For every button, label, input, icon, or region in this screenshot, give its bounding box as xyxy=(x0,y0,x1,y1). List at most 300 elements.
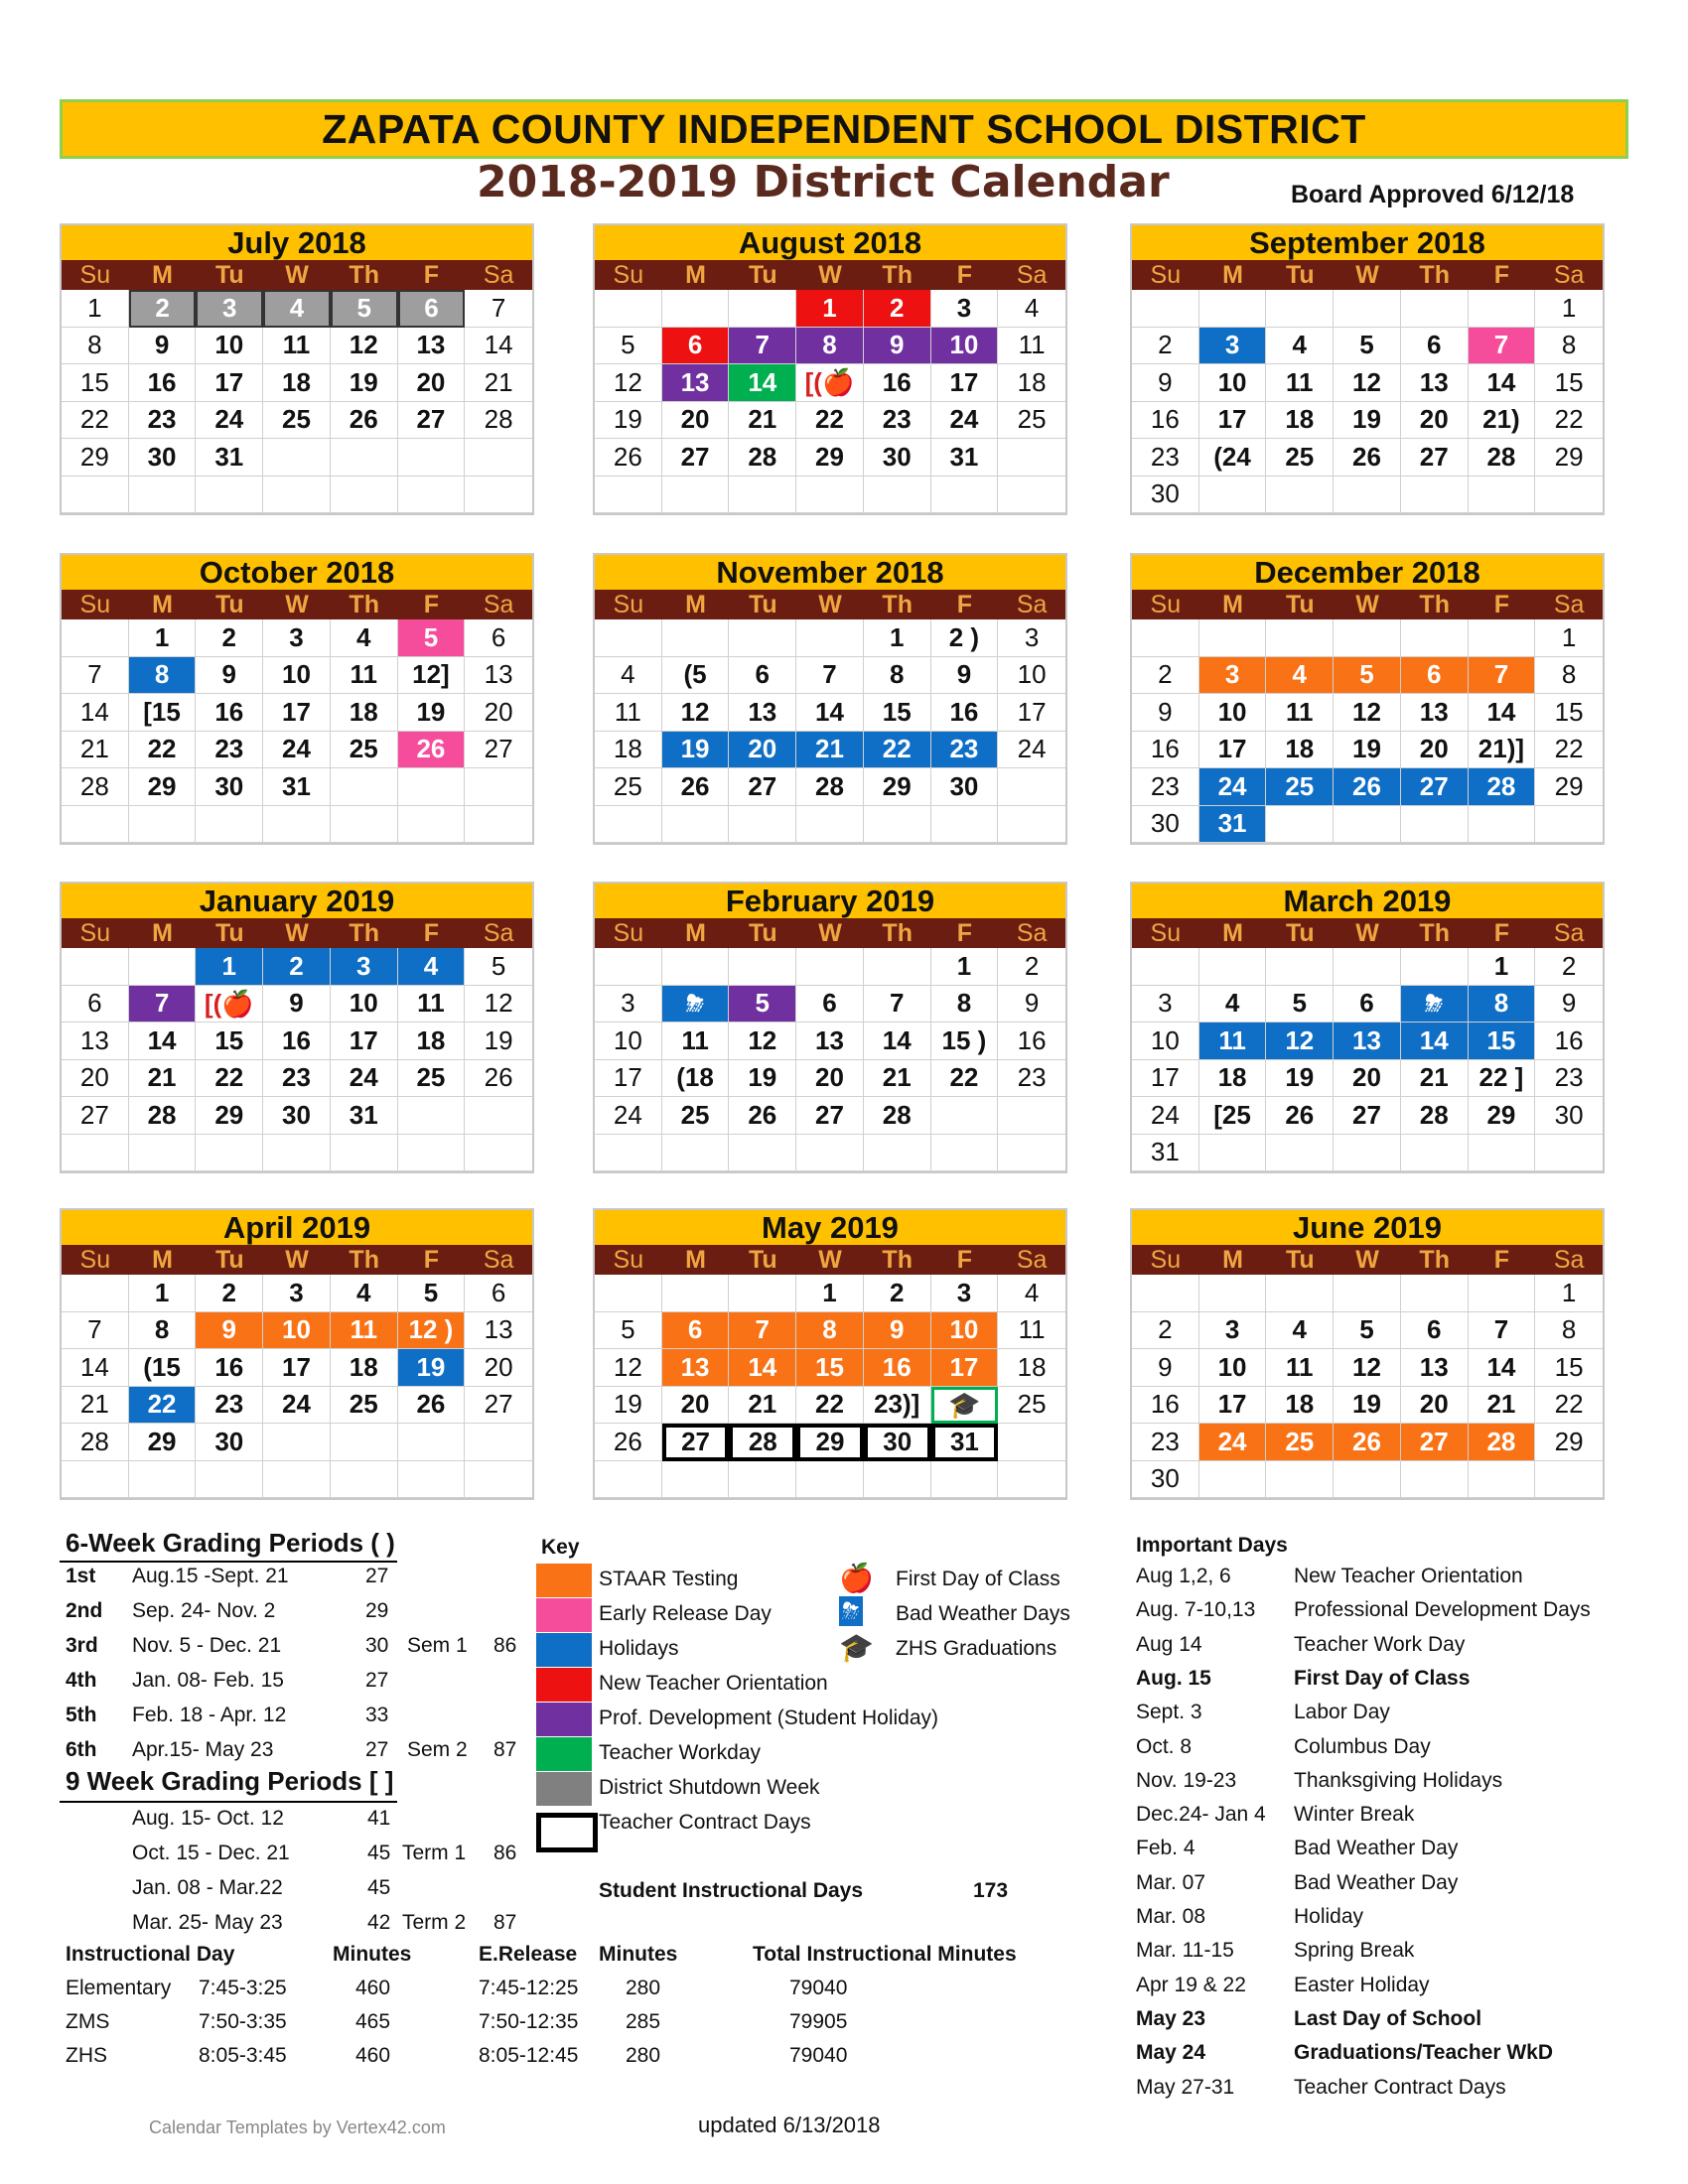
month-title: March 2019 xyxy=(1132,884,1603,918)
day-cell xyxy=(465,1424,532,1461)
day-cell xyxy=(931,1461,999,1499)
important-event: Last Day of School xyxy=(1294,2006,1482,2030)
weekday-label: Tu xyxy=(214,1246,244,1274)
day-cell: 14 xyxy=(465,328,532,365)
day-cell: 24 xyxy=(196,402,263,440)
key-label: District Shutdown Week xyxy=(599,1776,820,1799)
day-cell xyxy=(331,439,398,477)
day-cell: 8 xyxy=(129,1312,197,1350)
day-cell: 5 xyxy=(1334,657,1401,695)
day-cell: 2 xyxy=(1132,1312,1199,1350)
day-cell: 2 xyxy=(1132,328,1199,365)
day-cell: 22 xyxy=(1535,402,1603,440)
day-cell xyxy=(263,1424,331,1461)
day-grid xyxy=(595,948,1065,1171)
day-grid xyxy=(62,948,532,1171)
grading-cell: Sem 1 xyxy=(407,1634,468,1657)
weekday-header xyxy=(62,260,532,290)
important-date: Dec.24- Jan 4 xyxy=(1136,1803,1266,1827)
day-cell xyxy=(1334,477,1401,514)
day-cell: 29 xyxy=(129,1424,197,1461)
day-cell: 30 xyxy=(864,1424,931,1461)
day-cell: 17 xyxy=(1199,732,1267,769)
day-cell xyxy=(595,1275,662,1312)
day-cell: 17 xyxy=(331,1023,398,1060)
key-label: STAAR Testing xyxy=(599,1568,739,1590)
day-cell: 24 xyxy=(1199,1424,1267,1461)
day-cell: 19 xyxy=(1266,1060,1334,1098)
day-cell xyxy=(62,477,129,514)
color-swatch xyxy=(536,1737,592,1771)
day-cell xyxy=(62,806,129,844)
month-title: April 2019 xyxy=(62,1210,532,1245)
day-cell: 22 xyxy=(796,1387,864,1425)
minutes-cell: 7:50-12:35 xyxy=(479,2010,579,2033)
day-cell: 26 xyxy=(729,1097,796,1135)
weekday-label: Sa xyxy=(1553,261,1585,289)
day-cell: 17 xyxy=(263,1349,331,1387)
day-cell: 16 xyxy=(1132,402,1199,440)
day-cell: 25 xyxy=(331,732,398,769)
day-cell: 9 xyxy=(864,328,931,365)
day-cell: 23 xyxy=(998,1060,1065,1098)
day-cell: 22 xyxy=(1535,732,1603,769)
apple-icon: [(🍎 xyxy=(804,367,855,398)
day-cell: 13 xyxy=(1401,1349,1469,1387)
day-cell: 6 xyxy=(62,986,129,1024)
weekday-label: M xyxy=(685,919,706,947)
day-cell xyxy=(331,477,398,514)
day-cell: 17 xyxy=(196,364,263,402)
day-cell: 12 ) xyxy=(398,1312,466,1350)
day-cell xyxy=(129,806,197,844)
weekday-label: Tu xyxy=(214,261,244,289)
grading-cell: Jan. 08- Feb. 15 xyxy=(132,1669,284,1692)
day-cell xyxy=(1401,290,1469,328)
weekday-label: Th xyxy=(349,1246,379,1274)
grading-cell: 86 xyxy=(493,1842,517,1864)
important-event: Bad Weather Day xyxy=(1294,1870,1459,1894)
day-cell xyxy=(263,1461,331,1499)
day-cell xyxy=(595,619,662,657)
day-cell: 4 xyxy=(1199,986,1267,1024)
weekday-label: W xyxy=(285,919,309,947)
day-cell: 13 xyxy=(662,1349,730,1387)
day-cell: 31 xyxy=(931,439,999,477)
day-cell: 20 xyxy=(1334,1060,1401,1098)
day-cell: 11 xyxy=(331,1312,398,1350)
weekday-label: W xyxy=(285,1246,309,1274)
day-cell: (5 xyxy=(662,657,730,695)
day-cell xyxy=(129,1135,197,1172)
important-date: Sept. 3 xyxy=(1136,1701,1202,1724)
day-cell: 19 xyxy=(398,1349,466,1387)
day-cell: 22 xyxy=(129,1387,197,1425)
day-cell: 23 xyxy=(931,732,999,769)
graduation-cap-icon: 🎓 xyxy=(839,1632,874,1663)
day-cell: 28 xyxy=(465,402,532,440)
day-cell: 23 xyxy=(864,402,931,440)
day-cell xyxy=(662,290,730,328)
day-cell xyxy=(1401,619,1469,657)
day-cell: 5 xyxy=(1266,986,1334,1024)
day-cell xyxy=(1535,477,1603,514)
day-cell xyxy=(662,986,730,1024)
day-cell: 27 xyxy=(398,402,466,440)
day-cell: 19 xyxy=(595,402,662,440)
day-cell: 26 xyxy=(595,1424,662,1461)
day-cell: 12 xyxy=(1266,1023,1334,1060)
day-cell: 25 xyxy=(595,768,662,806)
day-cell: 10 xyxy=(931,1312,999,1350)
day-cell xyxy=(398,1135,466,1172)
day-cell: 26 xyxy=(398,732,466,769)
day-cell: 5 xyxy=(595,328,662,365)
day-cell: 28 xyxy=(864,1097,931,1135)
day-cell xyxy=(62,1461,129,1499)
day-cell: 22 xyxy=(196,1060,263,1098)
page-title: 2018-2019 District Calendar xyxy=(477,157,1170,207)
day-cell: 19 xyxy=(1334,732,1401,769)
day-cell xyxy=(931,1097,999,1135)
weekday-label: Su xyxy=(613,261,644,289)
day-cell: 22 xyxy=(62,402,129,440)
day-cell: 10 xyxy=(1199,1349,1267,1387)
day-cell xyxy=(662,948,730,986)
day-cell: 6 xyxy=(662,1312,730,1350)
weekday-label: Sa xyxy=(1553,919,1585,947)
important-event: Holiday xyxy=(1294,1905,1364,1928)
day-cell: 25 xyxy=(998,1387,1065,1425)
day-cell xyxy=(864,477,931,514)
day-cell xyxy=(595,477,662,514)
day-cell xyxy=(1266,290,1334,328)
day-cell: 14 xyxy=(62,694,129,732)
day-cell: 9 xyxy=(1132,364,1199,402)
day-cell: 12 xyxy=(1334,364,1401,402)
day-cell: 21 xyxy=(129,1060,197,1098)
weekday-header xyxy=(1132,1245,1603,1275)
day-cell: 4 xyxy=(998,1275,1065,1312)
day-cell: 23 xyxy=(1132,768,1199,806)
weekday-label: Th xyxy=(882,1246,913,1274)
day-cell xyxy=(998,439,1065,477)
day-cell: 27 xyxy=(729,768,796,806)
day-cell: 11 xyxy=(263,328,331,365)
day-cell xyxy=(465,1097,532,1135)
day-cell: 6 xyxy=(1401,657,1469,695)
day-cell: 4 xyxy=(1266,1312,1334,1350)
weekday-label: M xyxy=(152,1246,173,1274)
day-cell: 27 xyxy=(465,732,532,769)
day-cell: 21 xyxy=(1401,1060,1469,1098)
day-cell: 15 xyxy=(1469,1023,1536,1060)
day-cell: 27 xyxy=(1401,768,1469,806)
weekday-label: Sa xyxy=(1553,591,1585,618)
day-cell: 10 xyxy=(263,1312,331,1350)
day-cell: 22 xyxy=(129,732,197,769)
weekday-label: W xyxy=(1355,261,1379,289)
day-cell: 8 xyxy=(62,328,129,365)
day-cell xyxy=(729,1275,796,1312)
weekday-label: Th xyxy=(349,591,379,618)
grading-cell: Mar. 25- May 23 xyxy=(132,1911,283,1934)
weekday-label: W xyxy=(1355,919,1379,947)
month-december-2018 xyxy=(1130,553,1605,845)
day-cell: 11 xyxy=(1199,1023,1267,1060)
day-cell: 27 xyxy=(796,1097,864,1135)
day-cell: 11 xyxy=(662,1023,730,1060)
day-cell: 27 xyxy=(1401,1424,1469,1461)
weekday-label: M xyxy=(685,1246,706,1274)
important-event: Thanksgiving Holidays xyxy=(1294,1768,1503,1792)
weekday-label: Sa xyxy=(1016,261,1048,289)
weekday-label: Tu xyxy=(748,261,777,289)
weekday-label: Sa xyxy=(483,1246,514,1274)
day-cell: 21 xyxy=(796,732,864,769)
grading-cell: 29 xyxy=(365,1599,389,1622)
day-cell: 6 xyxy=(398,290,466,328)
day-cell: 3 xyxy=(1132,986,1199,1024)
day-cell: 29 xyxy=(796,1424,864,1461)
day-cell: 20 xyxy=(729,732,796,769)
minutes-cell: 460 xyxy=(355,1977,391,1999)
day-cell: 6 xyxy=(1334,986,1401,1024)
day-cell: 12 xyxy=(1334,694,1401,732)
day-cell: 11 xyxy=(1266,1349,1334,1387)
weekday-label: F xyxy=(956,919,973,947)
day-cell: 17 xyxy=(1132,1060,1199,1098)
important-event: Labor Day xyxy=(1294,1701,1390,1724)
day-cell xyxy=(1401,1461,1469,1499)
day-cell: 28 xyxy=(1469,439,1536,477)
day-cell xyxy=(931,477,999,514)
day-cell: 16 xyxy=(864,364,931,402)
day-cell: 11 xyxy=(998,1312,1065,1350)
day-cell xyxy=(398,477,466,514)
day-cell: 2 xyxy=(196,1275,263,1312)
day-cell: 16 xyxy=(196,1349,263,1387)
day-cell: 19 xyxy=(1334,1387,1401,1425)
day-cell: 11 xyxy=(1266,364,1334,402)
day-cell xyxy=(398,768,466,806)
day-cell: 20 xyxy=(1401,1387,1469,1425)
day-cell xyxy=(196,477,263,514)
important-event: New Teacher Orientation xyxy=(1294,1565,1523,1587)
grading-cell: 42 xyxy=(367,1911,391,1934)
key-label: New Teacher Orientation xyxy=(599,1672,828,1695)
important-date: May 27-31 xyxy=(1136,2075,1235,2099)
day-cell: 27 xyxy=(1401,439,1469,477)
weekday-label: F xyxy=(423,1246,440,1274)
weekday-header xyxy=(595,590,1065,619)
day-cell xyxy=(1132,1275,1199,1312)
key-title: Key xyxy=(541,1536,580,1559)
day-cell: 29 xyxy=(62,439,129,477)
day-cell xyxy=(796,1135,864,1172)
grading-cell: Aug. 15- Oct. 12 xyxy=(132,1807,284,1830)
day-cell xyxy=(263,806,331,844)
month-february-2019 xyxy=(593,882,1067,1173)
key-label: Bad Weather Days xyxy=(896,1602,1070,1625)
day-cell xyxy=(595,290,662,328)
weekday-label: W xyxy=(818,1246,842,1274)
day-cell xyxy=(796,619,864,657)
day-cell: 8 xyxy=(1469,986,1536,1024)
day-cell: 16 xyxy=(1132,732,1199,769)
day-cell: 24 xyxy=(998,732,1065,769)
day-cell: 16 xyxy=(931,694,999,732)
day-cell: 23 xyxy=(263,1060,331,1098)
day-cell xyxy=(1199,619,1267,657)
day-cell xyxy=(331,1135,398,1172)
weekday-label: Sa xyxy=(483,261,514,289)
day-cell: 17 xyxy=(1199,1387,1267,1425)
day-cell: 23 xyxy=(1132,439,1199,477)
day-cell xyxy=(1132,290,1199,328)
day-cell xyxy=(1535,806,1603,844)
day-cell: 19 xyxy=(729,1060,796,1098)
day-cell: 3 xyxy=(263,619,331,657)
day-cell xyxy=(1199,1275,1267,1312)
day-cell xyxy=(1266,1135,1334,1172)
day-cell: 3 xyxy=(998,619,1065,657)
month-june-2019 xyxy=(1130,1208,1605,1500)
day-cell xyxy=(595,806,662,844)
day-cell: 3 xyxy=(1199,328,1267,365)
day-cell xyxy=(998,1135,1065,1172)
day-cell: 9 xyxy=(864,1312,931,1350)
day-cell: 8 xyxy=(931,986,999,1024)
day-cell: 18 xyxy=(1266,732,1334,769)
weekday-label: Tu xyxy=(748,591,777,618)
grading-cell: 45 xyxy=(367,1842,391,1864)
day-cell xyxy=(331,1424,398,1461)
grading-cell: 27 xyxy=(365,1738,389,1761)
day-cell: 4 xyxy=(595,657,662,695)
day-cell: 7 xyxy=(729,1312,796,1350)
day-grid xyxy=(62,290,532,513)
day-cell xyxy=(796,364,864,402)
weekday-label: Su xyxy=(1150,919,1182,947)
day-cell: 6 xyxy=(465,1275,532,1312)
day-cell: 14 xyxy=(62,1349,129,1387)
weekday-label: Th xyxy=(1419,1246,1450,1274)
minutes-cell: 7:45-3:25 xyxy=(199,1977,287,1999)
day-cell: 9 xyxy=(263,986,331,1024)
month-title: November 2018 xyxy=(595,555,1065,590)
weekday-label: Tu xyxy=(748,919,777,947)
important-event: Winter Break xyxy=(1294,1803,1415,1827)
day-cell: 13 xyxy=(796,1023,864,1060)
day-cell xyxy=(465,439,532,477)
day-cell: 23 xyxy=(129,402,197,440)
day-cell: 21 xyxy=(729,1387,796,1425)
day-cell: 21 xyxy=(864,1060,931,1098)
day-cell: 3 xyxy=(931,290,999,328)
day-cell xyxy=(1469,1461,1536,1499)
day-cell: 30 xyxy=(1132,1461,1199,1499)
day-cell: 26 xyxy=(1334,1424,1401,1461)
day-cell xyxy=(196,986,263,1024)
day-cell xyxy=(1266,806,1334,844)
day-cell xyxy=(465,806,532,844)
day-cell: 13 xyxy=(1334,1023,1401,1060)
day-cell: 11 xyxy=(595,694,662,732)
day-cell: 28 xyxy=(129,1097,197,1135)
day-cell xyxy=(398,1097,466,1135)
minutes-header: Minutes xyxy=(333,1943,412,1966)
month-title: May 2019 xyxy=(595,1210,1065,1245)
day-cell xyxy=(796,948,864,986)
day-cell xyxy=(465,477,532,514)
day-cell: 24 xyxy=(1132,1097,1199,1135)
day-cell xyxy=(595,948,662,986)
color-swatch xyxy=(536,1598,592,1632)
grading-cell: 45 xyxy=(367,1876,391,1899)
day-cell: 28 xyxy=(796,768,864,806)
weekday-label: Su xyxy=(79,919,111,947)
day-cell: 25 xyxy=(398,1060,466,1098)
day-cell: 13 xyxy=(62,1023,129,1060)
day-cell: 14 xyxy=(1401,1023,1469,1060)
day-cell: 5 xyxy=(398,1275,466,1312)
day-cell: 8 xyxy=(1535,657,1603,695)
weekday-label: M xyxy=(1222,1246,1243,1274)
storm-cloud-icon: ⛈ xyxy=(839,1596,863,1626)
weekday-label: Sa xyxy=(1553,1246,1585,1274)
month-january-2019 xyxy=(60,882,534,1173)
minutes-cell: 79040 xyxy=(789,2044,848,2067)
day-cell xyxy=(398,1424,466,1461)
day-cell: 5 xyxy=(331,290,398,328)
weekday-label: Su xyxy=(1150,1246,1182,1274)
day-cell: 26 xyxy=(398,1387,466,1425)
day-cell: 26 xyxy=(1334,439,1401,477)
weekday-label: W xyxy=(818,261,842,289)
day-cell: 4 xyxy=(398,948,466,986)
day-cell: 8 xyxy=(796,1312,864,1350)
day-cell: 25 xyxy=(1266,439,1334,477)
important-days-title: Important Days xyxy=(1136,1534,1288,1557)
important-date: Aug. 7-10,13 xyxy=(1136,1598,1256,1622)
day-cell xyxy=(1535,1461,1603,1499)
day-cell: 13 xyxy=(465,1312,532,1350)
grading-cell: Jan. 08 - Mar.22 xyxy=(132,1876,283,1899)
day-cell: 18 xyxy=(998,1349,1065,1387)
day-cell: 12 xyxy=(595,1349,662,1387)
month-august-2018 xyxy=(593,223,1067,515)
day-cell: 18 xyxy=(263,364,331,402)
weekday-label: M xyxy=(1222,591,1243,618)
minutes-cell: 460 xyxy=(355,2044,391,2067)
grading-cell: Sem 2 xyxy=(407,1738,468,1761)
day-cell: 7 xyxy=(1469,328,1536,365)
weekday-label: Th xyxy=(882,919,913,947)
day-cell xyxy=(662,619,730,657)
grading-cell: 1st xyxy=(66,1565,96,1587)
day-cell xyxy=(62,619,129,657)
important-date: Oct. 8 xyxy=(1136,1734,1193,1758)
key-label: Early Release Day xyxy=(599,1602,772,1625)
day-cell xyxy=(1469,1135,1536,1172)
day-cell: 25 xyxy=(331,1387,398,1425)
day-cell xyxy=(931,806,999,844)
day-cell xyxy=(662,477,730,514)
day-grid xyxy=(1132,290,1603,513)
day-cell: 6 xyxy=(729,657,796,695)
day-cell: 14 xyxy=(1469,364,1536,402)
